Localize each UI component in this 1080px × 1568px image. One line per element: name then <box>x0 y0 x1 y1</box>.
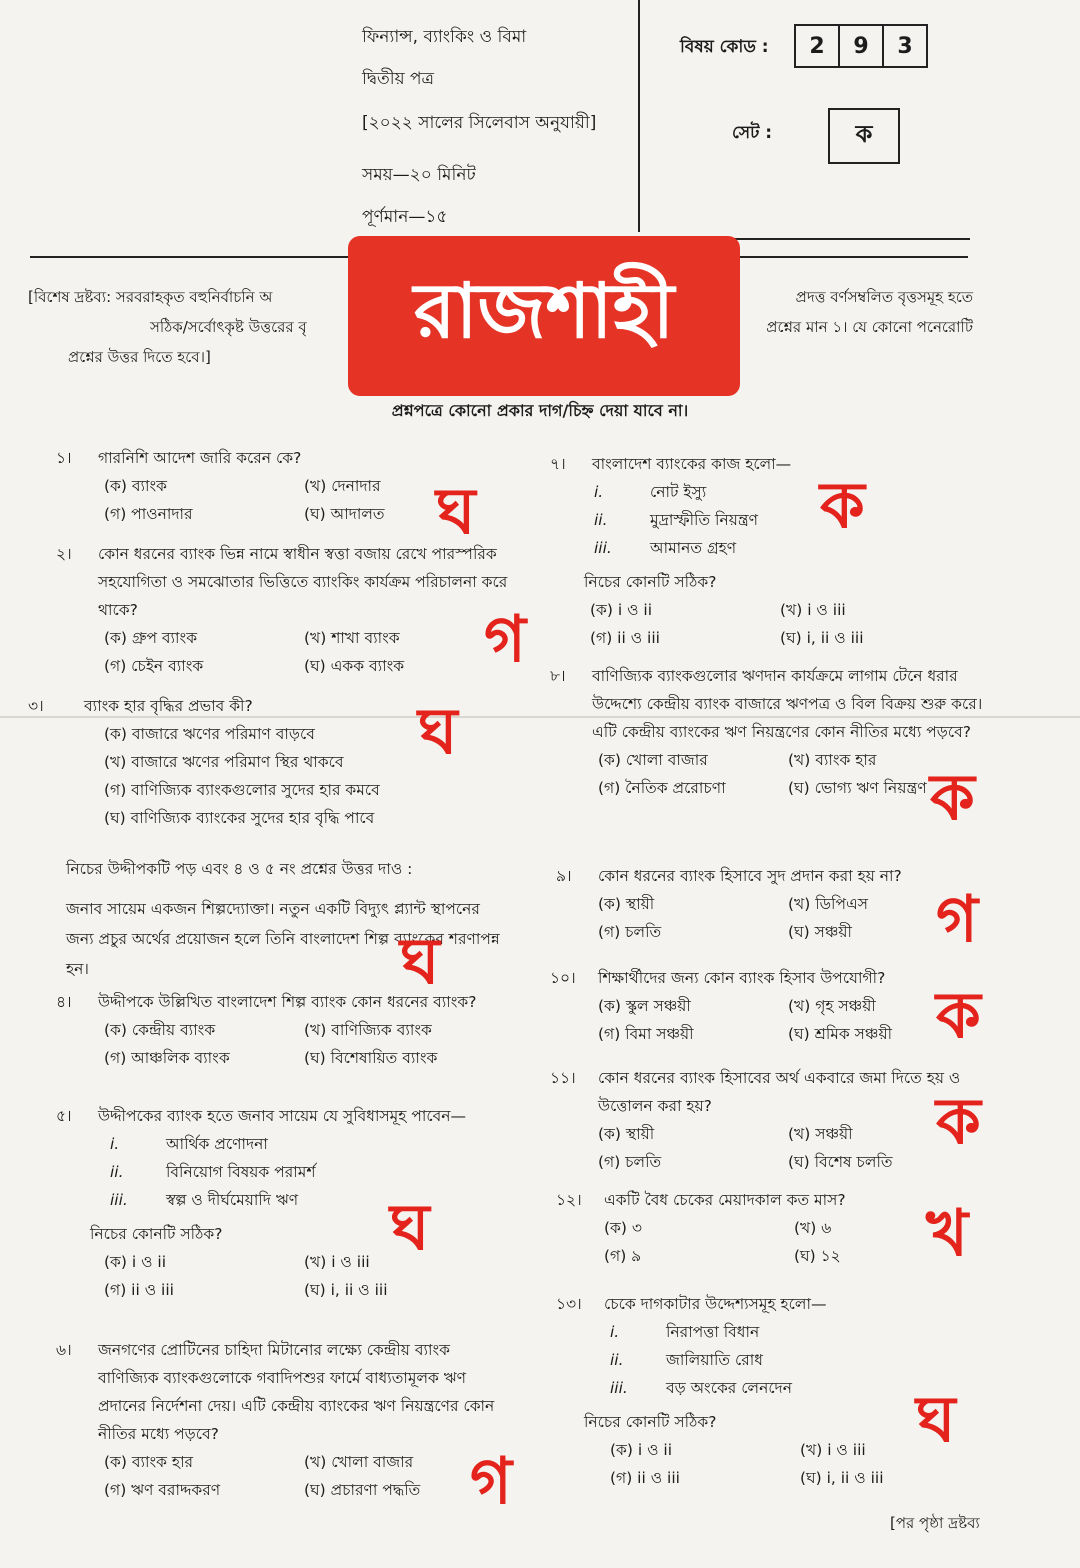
option: (ক) বাজারে ঋণের পরিমাণ বাড়বে <box>104 725 315 743</box>
option: (ক) স্কুল সঞ্চয়ী <box>598 997 691 1015</box>
item-roman: iii. <box>110 1191 128 1209</box>
option: (খ) গৃহ সঞ্চয়ী <box>788 997 876 1015</box>
option: (খ) খোলা বাজার <box>304 1453 414 1471</box>
instruction-line: প্রশ্নের উত্তর দিতে হবে।] <box>68 348 211 366</box>
item-text: বড় অংকের লেনদেন <box>666 1379 792 1397</box>
option: (গ) বিমা সঞ্চয়ী <box>598 1025 694 1043</box>
option: (ঘ) i, ii ও iii <box>780 629 864 647</box>
question-number: ১৩। <box>556 1295 582 1313</box>
question-text: একটি বৈধ চেকের মেয়াদকাল কত মাস? <box>604 1191 846 1209</box>
option: (গ) ii ও iii <box>104 1281 174 1299</box>
option: (গ) বাণিজ্যিক ব্যাংকগুলোর সুদের হার কমবে <box>104 781 380 799</box>
option: (গ) আঞ্চলিক ব্যাংক <box>104 1049 230 1067</box>
option: (খ) দেনাদার <box>304 477 381 495</box>
question-11 <box>550 1064 970 1176</box>
option: (ঘ) প্রচারণা পদ্ধতি <box>304 1481 421 1499</box>
item-text: স্বল্প ও দীর্ঘমেয়াদি ঋণ <box>166 1191 299 1209</box>
instruction-line: প্রদত্ত বর্ণসম্বলিত বৃত্তসমূহ হতে <box>795 288 973 306</box>
question-text: বাণিজ্যিক ব্যাংকগুলোর ঋণদান কার্যক্রমে লাগাম টেনে ধরার উদ্দেশ্যে কেন্দ্রীয় ব্যাংক বাজারে ঋণপত্র ও বিল বিক্রয় শুরু করে। এটি কেন্দ্রীয় ব্যাংকের ঋণ নিয়ন্ত্রণের কোন নীতির মধ্যে পড়বে? <box>592 667 983 741</box>
paper-title: দ্বিতীয় পত্র <box>362 69 435 89</box>
time-limit: সময়—২০ মিনিট <box>362 165 476 185</box>
option: (ঘ) বিশেষ চলতি <box>788 1153 893 1171</box>
question-number: ৬। <box>56 1341 72 1359</box>
question-number: ২। <box>56 545 72 563</box>
option: (খ) বাণিজ্যিক ব্যাংক <box>304 1021 432 1039</box>
answer-mark: ঘ <box>400 925 440 999</box>
option: (গ) পাওনাদার <box>104 505 193 523</box>
question-13 <box>556 1290 956 1492</box>
option: (ক) স্থায়ী <box>598 1125 655 1143</box>
item-text: আর্থিক প্রণোদনা <box>166 1135 268 1153</box>
answer-mark: গ <box>470 1445 512 1519</box>
option: (গ) ৯ <box>604 1247 642 1265</box>
item-roman: iii. <box>594 539 612 557</box>
question-2 <box>56 540 516 680</box>
marking-note: প্রশ্নপত্রে কোনো প্রকার দাগ/চিহ্ন দেয়া যাবে না। <box>391 401 689 420</box>
question-5 <box>56 1102 516 1304</box>
question-number: ১। <box>56 449 72 467</box>
stimulus-text: জনাব সায়েম একজন শিল্পদ্যোক্তা। নতুন একটি বিদ্যুৎ প্ল্যান্ট স্থাপনের জন্য প্রচুর অর্থের প্রয়োজন হলে তিনি বাংলাদেশ শিল্প ব্যাংকের শরণাপন্ন হন। <box>66 900 500 978</box>
question-7 <box>550 450 970 652</box>
answer-mark: ক <box>936 979 981 1053</box>
option: (ক) গ্রুপ ব্যাংক <box>104 629 198 647</box>
item-text: বিনিয়োগ বিষয়ক পরামর্শ <box>166 1163 316 1181</box>
option: (ক) খোলা বাজার <box>598 751 708 769</box>
header-box-border <box>638 0 640 232</box>
answer-mark: ঘ <box>418 695 458 769</box>
question-text: উদ্দীপকে উল্লিখিত বাংলাদেশ শিল্প ব্যাংক কোন ধরনের ব্যাংক? <box>98 993 477 1011</box>
stimulus-intro: নিচের উদ্দীপকটি পড় এবং ৪ ও ৫ নং প্রশ্নের উত্তর দাও : <box>66 860 413 878</box>
item-text: নিরাপত্তা বিধান <box>666 1323 760 1341</box>
option: (ঘ) বাণিজ্যিক ব্যাংকের সুদের হার বৃদ্ধি পাবে <box>104 809 375 827</box>
answer-mark: খ <box>926 1197 969 1271</box>
answer-mark: ঘ <box>390 1191 430 1265</box>
question-number: ৪। <box>56 993 72 1011</box>
option: (ঘ) সঞ্চয়ী <box>788 923 852 941</box>
option: (ঘ) একক ব্যাংক <box>304 657 405 675</box>
option: (খ) i ও iii <box>780 601 846 619</box>
code-label: বিষয় কোড : <box>680 37 769 57</box>
question-text: গারনিশি আদেশ জারি করেন কে? <box>98 449 302 467</box>
question-number: ১০। <box>550 969 576 987</box>
option: (ক) i ও ii <box>104 1253 167 1271</box>
sub-question: নিচের কোনটি সঠিক? <box>584 573 717 591</box>
instruction-line: সঠিক/সর্বোৎকৃষ্ট উত্তরের বৃ <box>150 318 307 336</box>
answer-mark: ক <box>936 1085 981 1159</box>
item-roman: iii. <box>610 1379 628 1397</box>
item-text: আমানত গ্রহণ <box>650 539 737 557</box>
item-roman: ii. <box>610 1351 624 1369</box>
option: (ঘ) i, ii ও iii <box>304 1281 388 1299</box>
option: (খ) i ও iii <box>304 1253 370 1271</box>
item-roman: i. <box>610 1323 620 1341</box>
option: (ক) i ও ii <box>610 1441 673 1459</box>
option: (ক) i ও ii <box>590 601 653 619</box>
question-number: ৭। <box>550 455 566 473</box>
syllabus-note: [২০২২ সালের সিলেবাস অনুযায়ী] <box>362 113 597 133</box>
option: (গ) ii ও iii <box>610 1469 680 1487</box>
answer-mark: গ <box>936 883 978 957</box>
set-label: সেট : <box>732 123 773 143</box>
option: (ঘ) বিশেষায়িত ব্যাংক <box>304 1049 438 1067</box>
option: (ঘ) শ্রমিক সঞ্চয়ী <box>788 1025 893 1043</box>
next-page-note: [পর পৃষ্ঠা দ্রষ্টব্য <box>890 1514 980 1532</box>
option: (ক) স্থায়ী <box>598 895 655 913</box>
code-digit: 2 <box>796 26 840 66</box>
option: (খ) শাখা ব্যাংক <box>304 629 400 647</box>
question-text: বাংলাদেশ ব্যাংকের কাজ হলো— <box>592 455 792 473</box>
question-number: ৫। <box>56 1107 72 1125</box>
item-roman: i. <box>594 483 604 501</box>
question-text: ব্যাংক হার বৃদ্ধির প্রভাব কী? <box>84 697 253 715</box>
option: (ক) ব্যাংক হার <box>104 1453 194 1471</box>
code-digit: 3 <box>897 33 913 59</box>
item-text: নোট ইস্যু <box>650 483 707 501</box>
option: (ঘ) i, ii ও iii <box>800 1469 884 1487</box>
subject-title: ফিন্যান্স, ব্যাংকিং ও বিমা <box>362 27 527 47</box>
option: (খ) ব্যাংক হার <box>788 751 877 769</box>
item-roman: ii. <box>110 1163 124 1181</box>
option: (গ) চলতি <box>598 923 662 941</box>
sub-question: নিচের কোনটি সঠিক? <box>584 1413 717 1431</box>
board-banner: রাজশাহী <box>348 236 740 396</box>
answer-mark: ক <box>820 469 865 543</box>
option: (খ) সঞ্চয়ী <box>788 1125 853 1143</box>
item-roman: ii. <box>594 511 608 529</box>
option: (ক) ৩ <box>604 1219 642 1237</box>
option: (ক) ব্যাংক <box>104 477 167 495</box>
question-12 <box>556 1186 956 1270</box>
question-text: কোন ধরনের ব্যাংক ভিন্ন নামে স্বাধীন স্বত্তা বজায় রেখে পারস্পরিক সহযোগিতা ও সমঝোতার ভিত্তিতে ব্যাংকিং কার্যক্রম পরিচালনা করে থাকে? <box>98 545 508 619</box>
option: (ঘ) আদালত <box>304 505 385 523</box>
question-10 <box>550 964 970 1048</box>
option: (ঘ) ভোগ্য ঋণ নিয়ন্ত্রণ <box>788 779 927 797</box>
option: (গ) চেইন ব্যাংক <box>104 657 204 675</box>
question-text: কোন ধরনের ব্যাংক হিসাবের অর্থ একবারে জমা দিতে হয় ও উত্তোলন করা হয়? <box>598 1069 961 1115</box>
option: (গ) নৈতিক প্ররোচণা <box>598 779 726 797</box>
option: (ক) কেন্দ্রীয় ব্যাংক <box>104 1021 216 1039</box>
question-text: শিক্ষার্থীদের জন্য কোন ব্যাংক হিসাব উপযোগী? <box>598 969 886 987</box>
option: (গ) চলতি <box>598 1153 662 1171</box>
question-number: ৮। <box>550 667 566 685</box>
option: (খ) i ও iii <box>800 1441 866 1459</box>
question-number: ৯। <box>556 867 572 885</box>
option: (খ) বাজারে ঋণের পরিমাণ স্থির থাকবে <box>104 753 344 771</box>
sub-question: নিচের কোনটি সঠিক? <box>90 1225 223 1243</box>
subject-code-box <box>794 24 928 68</box>
code-digit: 9 <box>840 26 884 66</box>
instruction-line: [বিশেষ দ্রষ্টব্য: সরবরাহকৃত বহুনির্বাচনি অ <box>28 288 273 306</box>
item-text: মুদ্রাস্ফীতি নিয়ন্ত্রণ <box>650 511 758 529</box>
answer-mark: ঘ <box>436 475 476 549</box>
answer-mark: ঘ <box>916 1383 956 1457</box>
question-text: চেকে দাগকাটার উদ্দেশ্যসমূহ হলো— <box>604 1295 827 1313</box>
question-text: উদ্দীপকের ব্যাংক হতে জনাব সায়েম যে সুবিধাসমূহ পাবেন— <box>98 1107 466 1125</box>
question-number: ৩। <box>28 697 44 715</box>
question-4 <box>56 988 516 1072</box>
set-box: ক <box>828 108 900 164</box>
instruction-line: প্রশ্নের মান ১। যে কোনো পনেরোটি <box>766 318 973 336</box>
question-text: জনগণের প্রোটিনের চাহিদা মিটানোর লক্ষ্যে কেন্দ্রীয় ব্যাংক বাণিজ্যিক ব্যাংকগুলোকে গবাদিপশুর ফার্মে বাধ্যতামূলক ঋণ প্রদানের নির্দেশনা দেয়। এটি কেন্দ্রীয় ব্যাংকের ঋণ নিয়ন্ত্রণের কোন নীতির মধ্যে পড়বে? <box>98 1341 495 1443</box>
question-text: কোন ধরনের ব্যাংক হিসাবে সুদ প্রদান করা হয় না? <box>598 867 902 885</box>
question-9 <box>556 862 976 946</box>
option: (খ) ডিপিএস <box>788 895 869 913</box>
option: (ঘ) ১২ <box>794 1247 841 1265</box>
option: (খ) ৬ <box>794 1219 832 1237</box>
question-number: ১২। <box>556 1191 582 1209</box>
full-marks: পূর্ণমান—১৫ <box>362 207 448 227</box>
answer-mark: ক <box>930 761 975 835</box>
item-roman: i. <box>110 1135 120 1153</box>
question-6 <box>56 1336 506 1504</box>
item-text: জালিয়াতি রোধ <box>666 1351 763 1369</box>
question-number: ১১। <box>550 1069 576 1087</box>
option: (গ) ii ও iii <box>590 629 660 647</box>
option: (গ) ঋণ বরাদ্দকরণ <box>104 1481 221 1499</box>
answer-mark: গ <box>484 603 526 677</box>
